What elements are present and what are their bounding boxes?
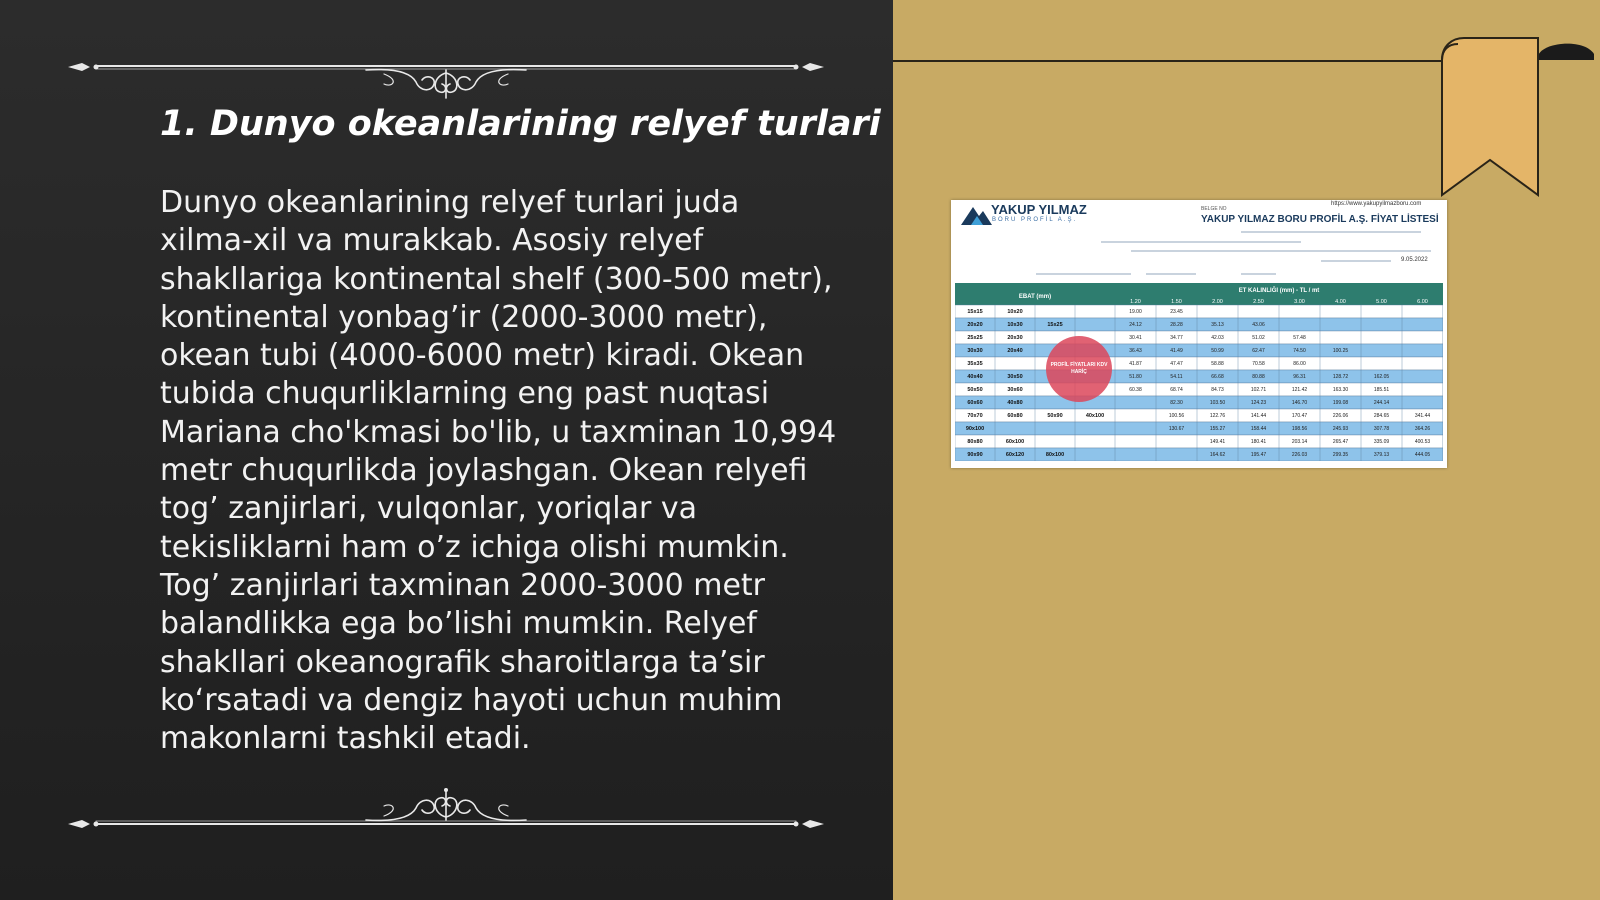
price-cell: 299.35	[1332, 452, 1349, 458]
document-url: https://www.yakupyilmazboru.com	[1331, 201, 1422, 207]
price-cell: 141.44	[1250, 413, 1267, 419]
price-cell: 60.38	[1129, 387, 1142, 393]
table-row	[955, 331, 1443, 344]
price-cell: 70.58	[1252, 361, 1265, 367]
bookmark-ribbon-decoration	[1434, 30, 1594, 205]
document-date: 9.05.2022	[1401, 257, 1428, 263]
document-faint-line	[1241, 273, 1276, 275]
price-cell: 163.30	[1332, 387, 1349, 393]
size-cell: 50x90	[1047, 413, 1063, 419]
price-cell: 19.00	[1129, 309, 1142, 315]
price-cell: 24.12	[1129, 322, 1142, 328]
document-brand-name: YAKUP YILMAZ	[991, 202, 1087, 217]
price-table	[955, 283, 1443, 461]
table-row	[955, 383, 1443, 396]
document-heading: YAKUP YILMAZ BORU PROFİL A.Ş. FİYAT LİSTESİ	[1201, 214, 1439, 225]
price-cell: 41.87	[1129, 361, 1142, 367]
size-cell: 20x40	[1007, 348, 1023, 354]
price-cell: 47.47	[1170, 361, 1183, 367]
price-cell: 195.47	[1250, 452, 1267, 458]
price-cell: 34.77	[1170, 335, 1183, 341]
price-cell: 164.62	[1209, 452, 1226, 458]
size-cell: 10x20	[1007, 309, 1023, 315]
price-cell: 41.49	[1170, 348, 1183, 354]
price-cell: 203.14	[1291, 439, 1308, 445]
price-cell: 50.99	[1211, 348, 1224, 354]
document-faint-line	[1036, 273, 1131, 275]
size-cell: 35x35	[967, 361, 983, 367]
table-row	[955, 422, 1443, 435]
document-faint-line	[1241, 231, 1421, 233]
table-header-size: EBAT (mm)	[1018, 294, 1052, 300]
price-cell: 122.76	[1209, 413, 1226, 419]
size-cell: 20x30	[1007, 335, 1023, 341]
price-cell: 130.67	[1168, 426, 1185, 432]
price-cell: 36.43	[1129, 348, 1142, 354]
document-faint-line	[1131, 250, 1431, 252]
price-cell: 103.50	[1209, 400, 1226, 406]
price-cell: 180.41	[1250, 439, 1267, 445]
price-cell: 66.68	[1211, 374, 1224, 380]
price-cell: 244.14	[1373, 400, 1390, 406]
price-cell: 51.02	[1252, 335, 1265, 341]
price-cell: 444.05	[1414, 452, 1431, 458]
thickness-header-cell: 5.00	[1376, 299, 1387, 305]
document-brand-subtitle: BORU PROFİL A.Ş.	[992, 217, 1078, 223]
price-cell: 54.11	[1170, 374, 1183, 380]
top-ornament-divider	[66, 40, 826, 100]
slide-body-text: Dunyo okeanlarining relyef turlari juda xilma-xil va murakkab. Asosiy relyef shakllariga kontinental shelf (300-500 metr), kontinental yonbag’ir (2000-3000 metr), okean tubi (4000-6000 metr) kiradi. Okean tubida chuqurliklarning eng past nuqtasi Mariana cho'kmasi bo'lib, u taxminan 10,994 metr chuqurlikda joylashgan. Okean relyefi tog’ zanjirlari, vulqonlar, yoriqlar va tekisliklarni ham o’z ichiga olishi mumkin. Tog’ zanjirlari taxminan 2000-3000 metr balandlikka ega bo’lishi mumkin. Relyef shakllari okeanografik sharoitlarga ta’sir ko‘rsatadi va dengiz hayoti uchun muhim makonlarni tashkil etadi.	[160, 185, 837, 757]
price-cell: 149.41	[1209, 439, 1226, 445]
size-cell: 40x80	[1007, 400, 1023, 406]
size-cell: 60x80	[1007, 413, 1023, 419]
price-cell: 82.30	[1170, 400, 1183, 406]
price-cell: 284.65	[1373, 413, 1390, 419]
price-cell: 100.25	[1332, 348, 1349, 354]
size-cell: 40x40	[967, 374, 983, 380]
price-cell: 265.47	[1332, 439, 1349, 445]
size-cell: 60x100	[1005, 439, 1025, 445]
size-cell: 30x60	[1007, 387, 1023, 393]
document-faint-line	[1146, 273, 1196, 275]
price-cell: 28.28	[1170, 322, 1183, 328]
price-cell: 146.70	[1291, 400, 1308, 406]
price-cell: 198.56	[1291, 426, 1308, 432]
price-cell: 335.09	[1373, 439, 1390, 445]
table-row	[955, 357, 1443, 370]
price-cell: 307.78	[1373, 426, 1390, 432]
size-cell: 50x50	[967, 387, 983, 393]
table-row	[955, 435, 1443, 448]
table-row	[955, 396, 1443, 409]
price-cell: 124.23	[1250, 400, 1267, 406]
price-cell: 155.27	[1209, 426, 1226, 432]
price-cell: 158.44	[1250, 426, 1267, 432]
size-cell: 15x25	[1047, 322, 1063, 328]
price-cell: 226.03	[1291, 452, 1308, 458]
price-cell: 245.93	[1332, 426, 1349, 432]
thickness-header-cell: 4.00	[1335, 299, 1346, 305]
thickness-header-cell: 2.50	[1253, 299, 1264, 305]
price-cell: 100.56	[1168, 413, 1185, 419]
price-cell: 199.08	[1332, 400, 1349, 406]
slide-title: 1. Dunyo okeanlarining relyef turlari	[160, 104, 881, 144]
price-cell: 30.41	[1129, 335, 1142, 341]
table-row	[955, 318, 1443, 331]
price-cell: 379.13	[1373, 452, 1390, 458]
price-cell: 400.53	[1414, 439, 1431, 445]
table-header-thickness: ET KALINLIĞI (mm) - TL / mt	[1238, 288, 1320, 294]
document-code: BELGE NO	[1201, 206, 1227, 212]
price-cell: 128.72	[1332, 374, 1349, 380]
price-cell: 62.47	[1252, 348, 1265, 354]
price-cell: 80.88	[1252, 374, 1265, 380]
price-cell: 102.71	[1250, 387, 1267, 393]
price-cell: 226.06	[1332, 413, 1349, 419]
price-list-document-image	[951, 200, 1447, 468]
price-cell: 121.42	[1291, 387, 1308, 393]
red-stamp: PROFİL FİYATLARI KDV HARİÇ	[1046, 336, 1112, 402]
size-cell: 30x50	[1007, 374, 1023, 380]
size-cell: 10x30	[1007, 322, 1023, 328]
price-cell: 23.45	[1170, 309, 1183, 315]
thickness-header-cell: 1.20	[1130, 299, 1141, 305]
size-cell: 15x15	[967, 309, 983, 315]
price-cell: 57.48	[1293, 335, 1306, 341]
price-cell: 58.88	[1211, 361, 1224, 367]
mountain-logo-icon	[959, 204, 993, 226]
size-cell: 60x60	[967, 400, 983, 406]
price-cell: 96.31	[1293, 374, 1306, 380]
price-cell: 86.00	[1293, 361, 1306, 367]
size-cell: 80x80	[967, 439, 983, 445]
price-cell: 185.51	[1373, 387, 1390, 393]
size-cell: 25x25	[967, 335, 983, 341]
table-row	[955, 409, 1443, 422]
thickness-header-cell: 2.00	[1212, 299, 1223, 305]
size-cell: 20x20	[967, 322, 983, 328]
price-cell: 35.13	[1211, 322, 1224, 328]
decorative-horizontal-line	[893, 60, 1441, 62]
bottom-ornament-divider	[66, 770, 826, 830]
size-cell: 90x100	[965, 426, 985, 432]
size-cell: 80x100	[1045, 452, 1065, 458]
size-cell: 30x30	[967, 348, 983, 354]
size-cell: 60x120	[1005, 452, 1025, 458]
price-cell: 74.50	[1293, 348, 1306, 354]
price-cell: 43.06	[1252, 322, 1265, 328]
table-row	[955, 448, 1443, 461]
price-cell: 68.74	[1170, 387, 1183, 393]
size-cell: 40x100	[1085, 413, 1105, 419]
thickness-header-cell: 1.50	[1171, 299, 1182, 305]
thickness-header-cell: 3.00	[1294, 299, 1305, 305]
price-cell: 162.05	[1373, 374, 1390, 380]
table-row	[955, 344, 1443, 357]
price-cell: 42.03	[1211, 335, 1224, 341]
price-cell: 51.80	[1129, 374, 1142, 380]
price-cell: 341.44	[1414, 413, 1431, 419]
size-cell: 90x90	[967, 452, 983, 458]
document-faint-line	[1321, 260, 1391, 262]
table-row	[955, 305, 1443, 318]
thickness-header-cell: 6.00	[1417, 299, 1428, 305]
document-faint-line	[1101, 241, 1301, 243]
price-cell: 84.73	[1211, 387, 1224, 393]
price-cell: 170.47	[1291, 413, 1308, 419]
table-row	[955, 370, 1443, 383]
price-cell: 364.26	[1414, 426, 1431, 432]
size-cell: 70x70	[967, 413, 983, 419]
